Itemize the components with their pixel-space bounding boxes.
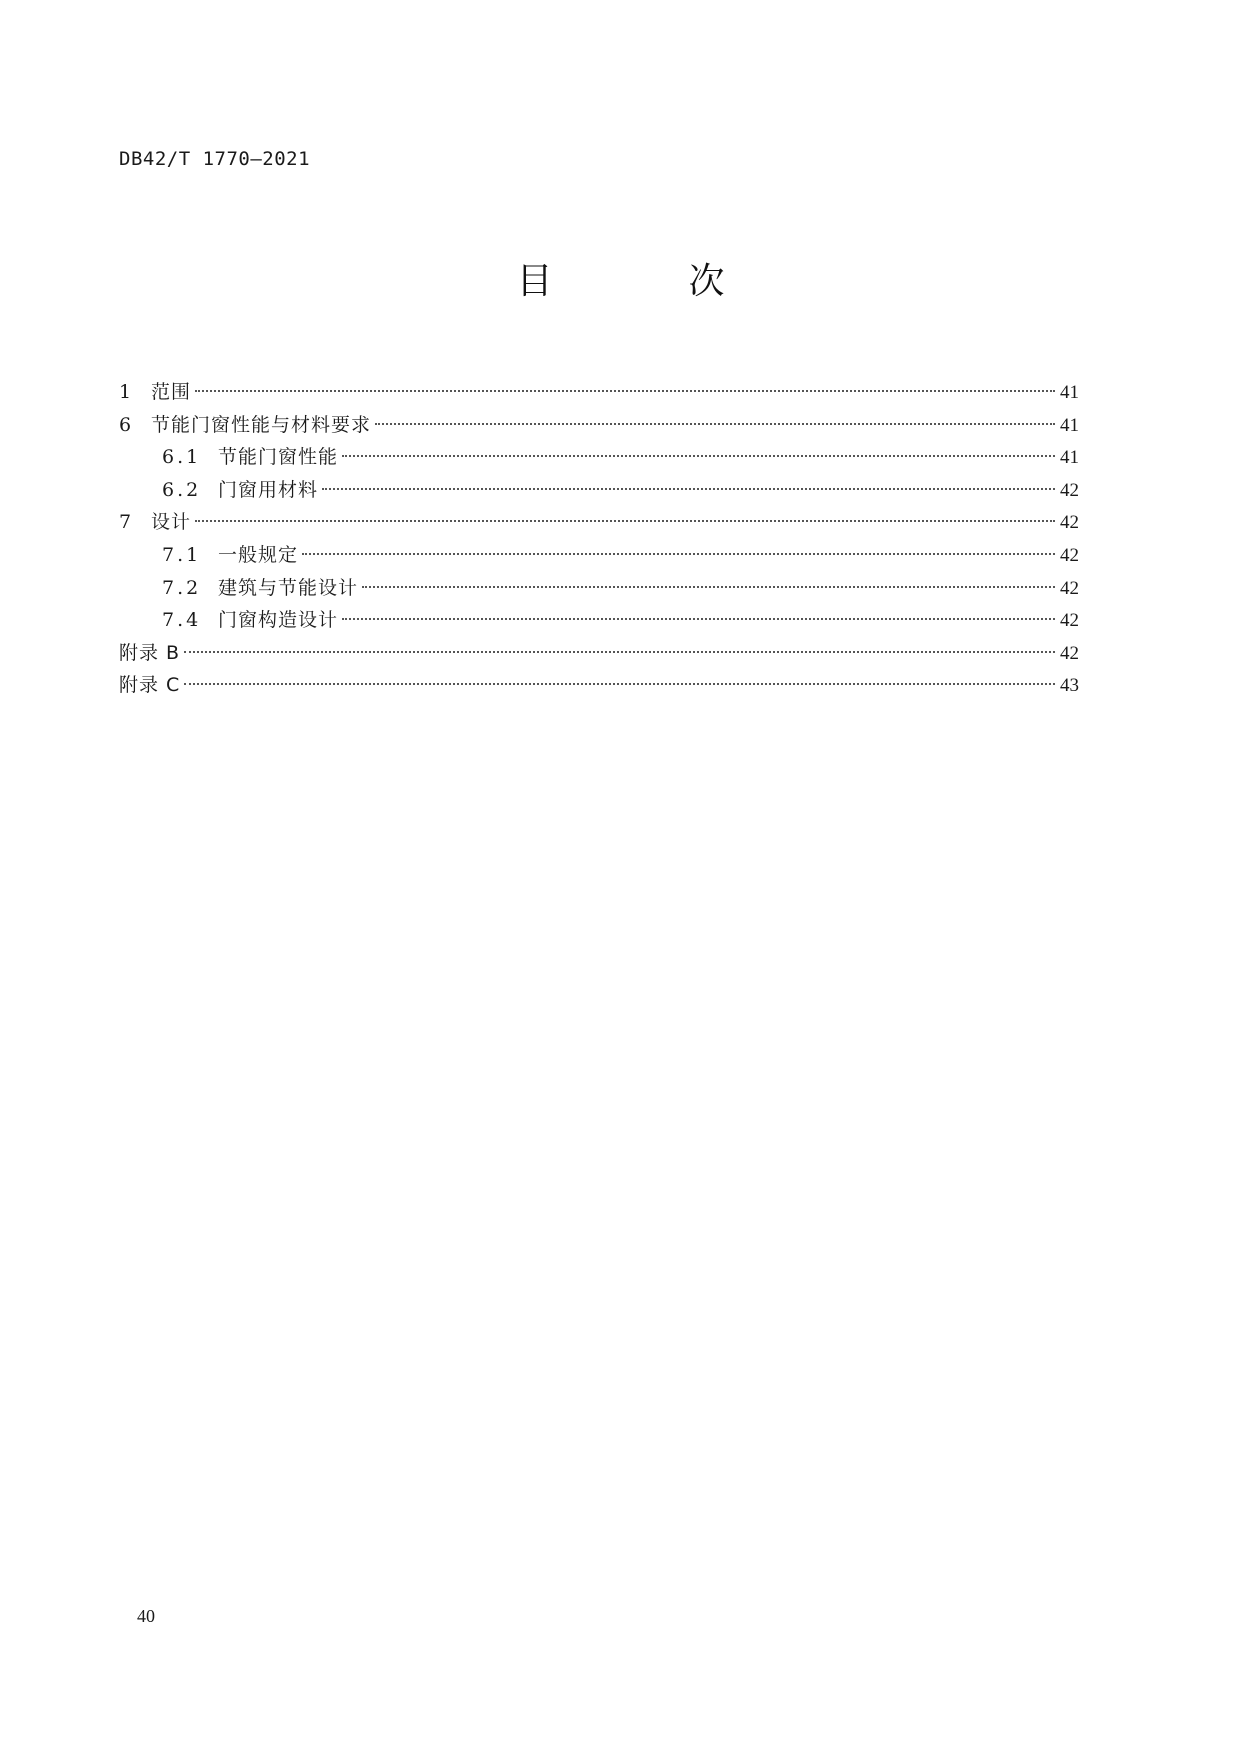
- table-of-contents: [119, 376, 1079, 702]
- toc-entry-page: 42: [1060, 512, 1079, 534]
- toc-entry-appendix-c[interactable]: [119, 669, 1079, 702]
- dot-leader: [184, 683, 1055, 685]
- dot-leader: [302, 553, 1055, 555]
- dot-leader: [342, 455, 1055, 457]
- toc-entry-page: 42: [1060, 610, 1079, 632]
- toc-entry-page: 42: [1060, 544, 1079, 566]
- toc-entry-number: 6: [119, 413, 132, 436]
- toc-entry-number: 7.1: [162, 543, 202, 566]
- toc-entry-number: 6.1: [162, 446, 202, 469]
- dot-leader: [195, 520, 1055, 522]
- toc-entry-page: 41: [1060, 382, 1079, 403]
- toc-entry-1[interactable]: [119, 376, 1079, 409]
- toc-entry-7-2[interactable]: [119, 572, 1079, 605]
- dot-leader: [342, 618, 1055, 620]
- dot-leader: [195, 390, 1055, 392]
- toc-entry-page: 42: [1060, 577, 1079, 599]
- dot-leader: [184, 651, 1055, 653]
- dot-leader: [362, 586, 1055, 588]
- toc-entry-page: 42: [1060, 642, 1079, 664]
- toc-entry-label: 门窗构造设计: [218, 609, 339, 632]
- standard-code: DB42/T 1770—2021: [119, 148, 311, 170]
- page-title: 目 次: [516, 261, 775, 302]
- toc-entry-page: 41: [1060, 447, 1079, 469]
- toc-entry-page: 41: [1060, 414, 1079, 436]
- toc-entry-label: 门窗用材料: [218, 478, 319, 501]
- toc-entry-label: 节能门窗性能与材料要求: [151, 413, 372, 436]
- toc-entry-label: 附录 B: [119, 641, 181, 664]
- toc-entry-appendix-b[interactable]: [119, 637, 1079, 670]
- page-number: 40: [137, 1606, 155, 1626]
- toc-entry-6-1[interactable]: [119, 441, 1079, 474]
- toc-entry-number: 7.4: [162, 609, 202, 632]
- toc-entry-7[interactable]: [119, 506, 1079, 539]
- toc-entry-6-2[interactable]: [119, 474, 1079, 507]
- toc-entry-6[interactable]: [119, 409, 1079, 442]
- toc-entry-label: 一般规定: [218, 543, 299, 566]
- toc-entry-label: 附录 C: [119, 674, 181, 697]
- toc-entry-page: 43: [1060, 675, 1079, 697]
- dot-leader: [375, 423, 1055, 425]
- toc-entry-number: 7.2: [162, 576, 202, 599]
- toc-entry-label: 范围: [151, 381, 192, 403]
- dot-leader: [322, 488, 1055, 490]
- toc-entry-page: 42: [1060, 479, 1079, 501]
- toc-entry-7-1[interactable]: [119, 539, 1079, 572]
- toc-entry-number: 7: [119, 511, 132, 534]
- toc-entry-7-4[interactable]: [119, 604, 1079, 637]
- toc-entry-number: 6.2: [162, 478, 202, 501]
- toc-entry-label: 设计: [151, 511, 192, 534]
- toc-entry-number: 1: [119, 381, 132, 403]
- toc-entry-label: 建筑与节能设计: [218, 576, 359, 599]
- toc-entry-label: 节能门窗性能: [218, 446, 339, 469]
